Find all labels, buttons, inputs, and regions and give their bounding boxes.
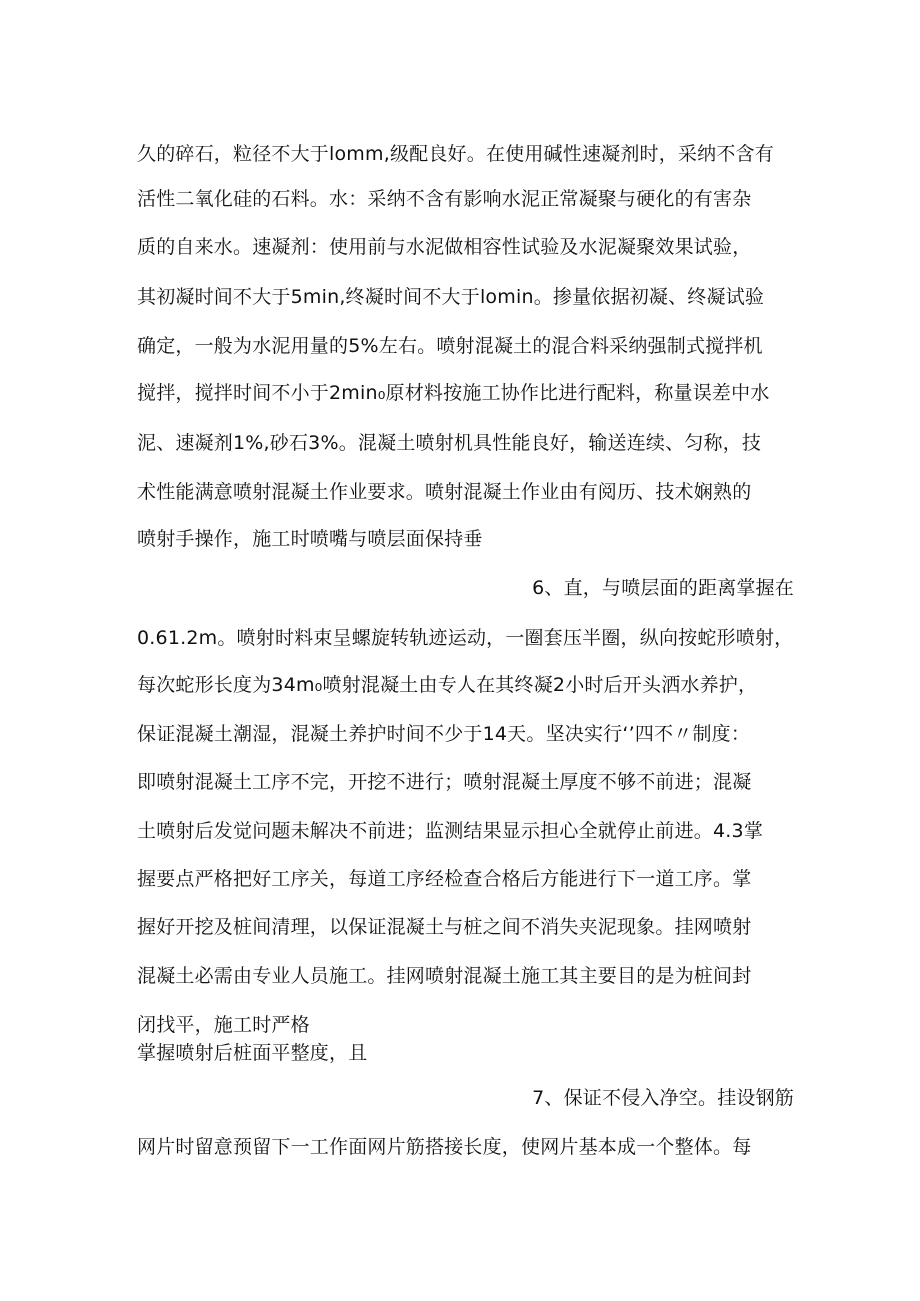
paragraph-line: 确定，一般为水泥用量的5%左右。喷射混凝土的混合料采纳强制式搅拌机 bbox=[137, 335, 763, 357]
numbered-paragraph-start: 6、直，与喷层面的距离掌握在 bbox=[532, 577, 794, 599]
paragraph-line: 久的碎石，粒径不大于lomm,级配良好。在使用碱性速凝剂时，采纳不含有 bbox=[137, 143, 774, 165]
paragraph-line: 闭找平，施工时严格 bbox=[137, 1014, 310, 1036]
paragraph-line: 混凝土必需由专业人员施工。挂网喷射混凝土施工其主要目的是为桩间封 bbox=[137, 965, 752, 987]
paragraph-line: 即喷射混凝土工序不完，开挖不进行；喷射混凝土厚度不够不前进；混凝 bbox=[137, 771, 752, 793]
paragraph-line: 保证混凝土潮湿，混凝土养护时间不少于14天。坚决实行‘’四不〃制度： bbox=[137, 723, 751, 745]
paragraph-line: 网片时留意预留下一工作面网片筋搭接长度，使网片基本成一个整体。每 bbox=[137, 1136, 752, 1158]
paragraph-line: 其初凝时间不大于5min,终凝时间不大于lomin。掺量依据初凝、终凝试验 bbox=[137, 286, 765, 308]
paragraph-line: 掌握喷射后桩面平整度，且 bbox=[137, 1042, 368, 1064]
paragraph-line: 每次蛇形长度为34m₀喷射混凝土由专人在其终凝2小时后开头洒水养护， bbox=[137, 674, 758, 696]
paragraph-line: 泥、速凝剂1%,砂石3%。混凝土喷射机具性能良好，输送连续、匀称，技 bbox=[137, 432, 762, 454]
paragraph-line: 活性二氧化硅的石料。水：采纳不含有影响水泥正常凝聚与硬化的有害杂 bbox=[137, 188, 752, 210]
paragraph-line: 术性能满意喷射混凝土作业要求。喷射混凝土作业由有阅历、技术娴熟的 bbox=[137, 481, 752, 503]
paragraph-line: 土喷射后发觉问题未解决不前进；监测结果显示担心全就停止前进。4.3掌 bbox=[137, 820, 764, 842]
paragraph-line: 搅拌，搅拌时间不小于2min₀原材料按施工协作比进行配料，称量误差中水 bbox=[137, 382, 770, 404]
numbered-paragraph-start: 7、保证不侵入净空。挂设钢筋 bbox=[532, 1087, 794, 1109]
paragraph-line: 握要点严格把好工序关，每道工序经检查合格后方能进行下一道工序。掌 bbox=[137, 868, 752, 890]
paragraph-line: 喷射手操作，施工时喷嘴与喷层面保持垂 bbox=[137, 528, 483, 550]
paragraph-line: 0.61.2m。喷射时料束呈螺旋转轨迹运动，一圈套压半圈，纵向按蛇形喷射， bbox=[137, 627, 794, 649]
paragraph-line: 质的自来水。速凝剂：使用前与水泥做相容性试验及水泥凝聚效果试验， bbox=[137, 236, 752, 258]
paragraph-line: 握好开挖及桩间清理，以保证混凝土与桩之间不消失夹泥现象。挂网喷射 bbox=[137, 916, 752, 938]
